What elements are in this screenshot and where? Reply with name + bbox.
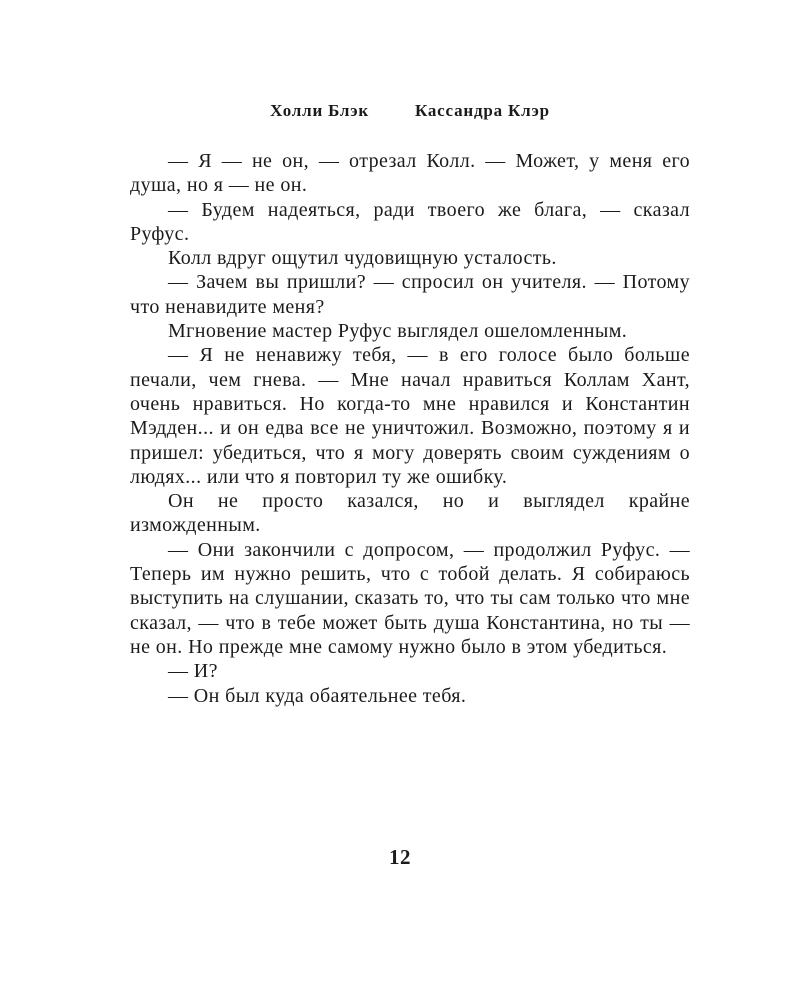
author-name-right: Кассандра Клэр <box>414 101 550 120</box>
author-name-left: Холли Блэк <box>270 101 369 120</box>
body-text <box>130 149 690 708</box>
paragraph: Колл вдруг ощутил чудовищную усталость. <box>168 247 557 270</box>
paragraph: Мгновение мастер Руфус выглядел ошеломленным. <box>168 320 628 343</box>
page-number: 12 <box>389 845 411 869</box>
paragraph: Он не просто казался, но и выглядел крайне изможденным. <box>130 490 690 537</box>
paragraph: — И? <box>168 660 218 683</box>
running-header <box>130 101 690 121</box>
paragraph: — Они закончили с допросом, — продолжил Руфус. — Теперь им нужно решить, что с тобой делать. Я собираюсь выступить на слушании, сказать то, что ты сам только что мне сказал, — что в тебе может быть душа Константина, но ты — не он. Но прежде мне самому нужно было в этом убедиться. <box>130 538 690 658</box>
paragraph: — Зачем вы пришли? — спросил он учителя. — Потому что ненавидите меня? <box>130 271 690 318</box>
paragraph: — Я не ненавижу тебя, — в его голосе было больше печали, чем гнева. — Мне начал нравиться Коллам Хант, очень нравиться. Но когда-то мне нравился и Константин Мэдден... и он едва все не уничтожил. Возможно, поэтому я и пришел: убедиться, что я могу доверять своим суждениям о людях... или что я повторил ту же ошибку. <box>130 344 690 488</box>
paragraph: — Я — не он, — отрезал Колл. — Может, у меня его душа, но я — не он. <box>130 150 690 197</box>
paragraph: — Будем надеяться, ради твоего же блага, — сказал Руфус. <box>130 198 690 245</box>
paragraph: — Он был куда обаятельнее тебя. <box>168 684 467 707</box>
